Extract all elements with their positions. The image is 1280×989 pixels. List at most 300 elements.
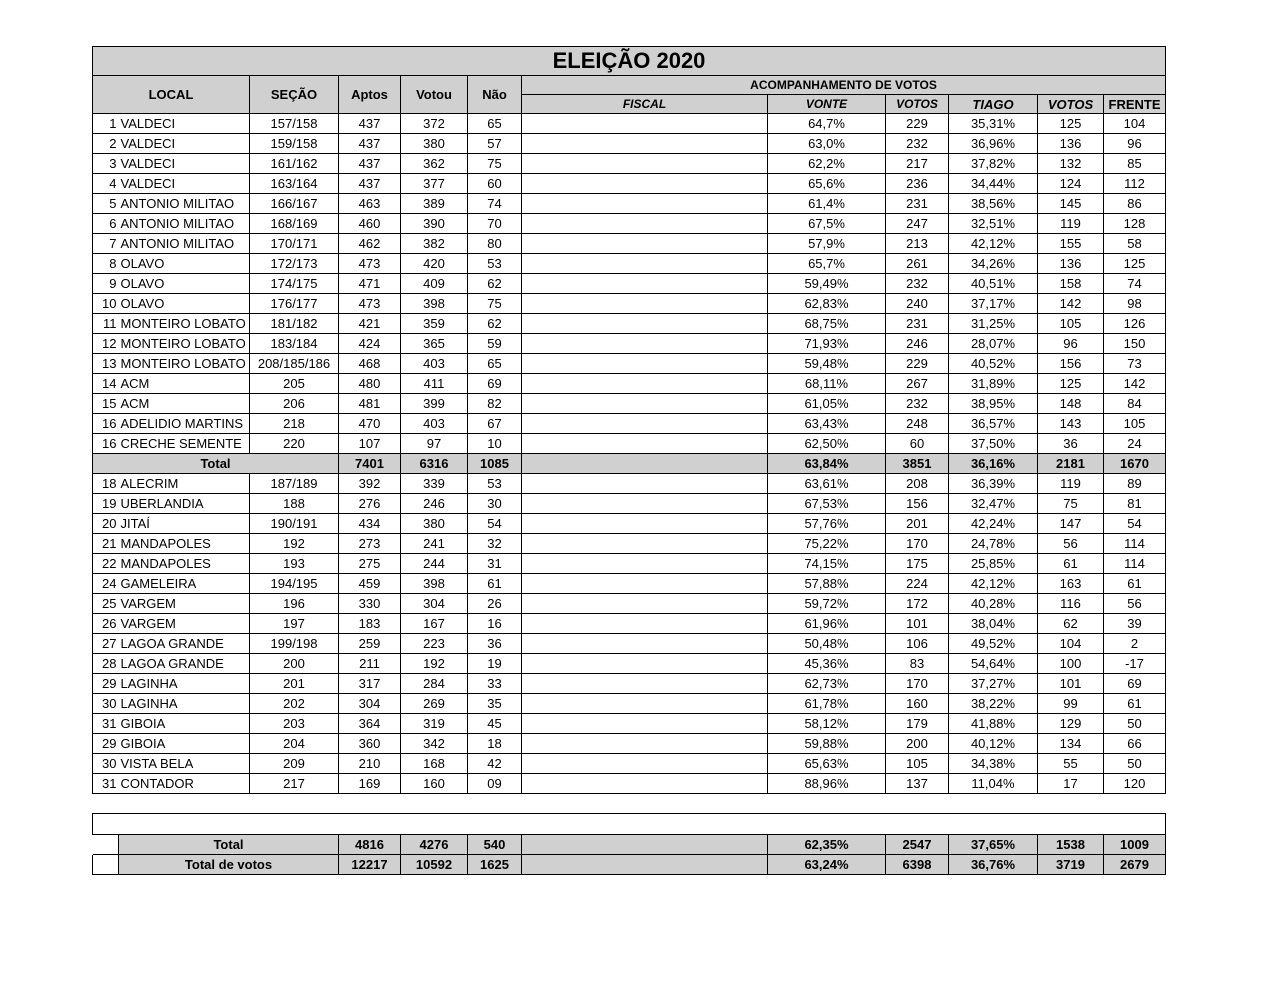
row-nao: 16 [468,614,522,634]
row-votos-tiago: 99 [1038,694,1104,714]
row-votos-vonte: 229 [886,354,949,374]
total-votos-frente: 2679 [1104,855,1166,875]
row-vonte: 62,73% [768,674,886,694]
row-votos-tiago: 55 [1038,754,1104,774]
row-aptos: 437 [339,154,401,174]
header-frente: FRENTE [1104,95,1166,114]
header-tiago: TIAGO [949,95,1038,114]
row-nao: 59 [468,334,522,354]
row-local: JITAÍ [119,514,250,534]
header-votou: Votou [401,76,468,114]
row-nao: 62 [468,314,522,334]
row-tiago: 34,44% [949,174,1038,194]
table-row [93,294,1166,314]
row-fiscal [522,194,768,214]
row-nao: 53 [468,474,522,494]
row-frente: 128 [1104,214,1166,234]
row-fiscal [522,654,768,674]
row-nao: 61 [468,574,522,594]
table-row [93,234,1166,254]
row-nao: 31 [468,554,522,574]
row-votos-tiago: 158 [1038,274,1104,294]
row-fiscal [522,354,768,374]
row-votou: 372 [401,114,468,134]
row-votos-tiago: 62 [1038,614,1104,634]
row-local: OLAVO [119,294,250,314]
row-tiago: 42,12% [949,234,1038,254]
row-votos-tiago: 116 [1038,594,1104,614]
row-votou: 342 [401,734,468,754]
row-votos-tiago: 105 [1038,314,1104,334]
row-votos-vonte: 179 [886,714,949,734]
row-fiscal [522,154,768,174]
row-tiago: 24,78% [949,534,1038,554]
table-row [93,654,1166,674]
subtotal-frente: 1670 [1104,454,1166,474]
row-votou: 241 [401,534,468,554]
total-votos-votos-tiago: 3719 [1038,855,1104,875]
table-row [93,554,1166,574]
row-aptos: 421 [339,314,401,334]
row-nao: 33 [468,674,522,694]
row-aptos: 275 [339,554,401,574]
row-aptos: 437 [339,114,401,134]
row-aptos: 460 [339,214,401,234]
row-tiago: 28,07% [949,334,1038,354]
row-frente: 105 [1104,414,1166,434]
row-number: 6 [93,214,119,234]
row-votos-vonte: 231 [886,314,949,334]
row-aptos: 473 [339,254,401,274]
row-votos-tiago: 163 [1038,574,1104,594]
row-aptos: 437 [339,134,401,154]
subtotal-label: Total [93,454,339,474]
row-tiago: 54,64% [949,654,1038,674]
row-frente: 86 [1104,194,1166,214]
row-local: GAMELEIRA [119,574,250,594]
row-nao: 45 [468,714,522,734]
row-aptos: 468 [339,354,401,374]
row-frente: 142 [1104,374,1166,394]
row-fiscal [522,594,768,614]
header-votos-tiago: VOTOS [1038,95,1104,114]
row-nao: 57 [468,134,522,154]
row-votos-vonte: 170 [886,534,949,554]
table-row [93,394,1166,414]
row-votos-vonte: 248 [886,414,949,434]
row-local: VARGEM [119,594,250,614]
row-fiscal [522,374,768,394]
row-secao: 203 [250,714,339,734]
row-votos-vonte: 213 [886,234,949,254]
row-frente: 50 [1104,714,1166,734]
table-row [93,274,1166,294]
row-votos-vonte: 60 [886,434,949,454]
row-aptos: 462 [339,234,401,254]
table-row [93,154,1166,174]
row-votos-vonte: 224 [886,574,949,594]
row-vonte: 64,7% [768,114,886,134]
row-votos-tiago: 125 [1038,374,1104,394]
row-nao: 30 [468,494,522,514]
subtotal-nao: 1085 [468,454,522,474]
row-votou: 382 [401,234,468,254]
row-tiago: 31,89% [949,374,1038,394]
row-votou: 403 [401,354,468,374]
row-aptos: 471 [339,274,401,294]
row-aptos: 273 [339,534,401,554]
row-vonte: 67,53% [768,494,886,514]
header-fiscal: FISCAL [522,95,768,114]
row-frente: 98 [1104,294,1166,314]
row-frente: 50 [1104,754,1166,774]
row-nao: 75 [468,154,522,174]
row-secao: 197 [250,614,339,634]
row-tiago: 38,22% [949,694,1038,714]
row-secao: 208/185/186 [250,354,339,374]
header-nao: Não [468,76,522,114]
row-frente: 85 [1104,154,1166,174]
row-tiago: 32,51% [949,214,1038,234]
row-votos-vonte: 160 [886,694,949,714]
row-tiago: 40,28% [949,594,1038,614]
row-number: 12 [93,334,119,354]
row-local: VISTA BELA [119,754,250,774]
total2-votos-tiago: 1538 [1038,835,1104,855]
row-number: 11 [93,314,119,334]
row-fiscal [522,634,768,654]
row-fiscal [522,314,768,334]
row-frente: 24 [1104,434,1166,454]
row-fiscal [522,534,768,554]
row-tiago: 35,31% [949,114,1038,134]
row-secao: 181/182 [250,314,339,334]
row-number: 9 [93,274,119,294]
row-secao: 206 [250,394,339,414]
row-nao: 35 [468,694,522,714]
blank-row [93,814,1166,835]
row-fiscal [522,254,768,274]
row-number: 29 [93,674,119,694]
table-row [93,254,1166,274]
row-secao: 188 [250,494,339,514]
row-frente: 2 [1104,634,1166,654]
row-votos-vonte: 156 [886,494,949,514]
row-frente: 74 [1104,274,1166,294]
row-local: ADELIDIO MARTINS [119,414,250,434]
row-tiago: 49,52% [949,634,1038,654]
row-votos-tiago: 101 [1038,674,1104,694]
row-votou: 411 [401,374,468,394]
row-number: 3 [93,154,119,174]
row-tiago: 31,25% [949,314,1038,334]
row-aptos: 304 [339,694,401,714]
table-row [93,314,1166,334]
row-frente: 114 [1104,554,1166,574]
row-vonte: 61,05% [768,394,886,414]
row-votou: 390 [401,214,468,234]
row-votos-tiago: 136 [1038,134,1104,154]
header-vonte: VONTE [768,95,886,114]
row-votos-tiago: 145 [1038,194,1104,214]
row-aptos: 330 [339,594,401,614]
row-secao: 199/198 [250,634,339,654]
row-vonte: 62,83% [768,294,886,314]
row-frente: 54 [1104,514,1166,534]
row-local: LAGINHA [119,674,250,694]
row-local: ANTONIO MILITAO [119,214,250,234]
row-aptos: 259 [339,634,401,654]
row-votos-tiago: 142 [1038,294,1104,314]
row-aptos: 470 [339,414,401,434]
row-votou: 380 [401,514,468,534]
row-votos-tiago: 61 [1038,554,1104,574]
row-aptos: 360 [339,734,401,754]
row-number: 30 [93,694,119,714]
row-vonte: 65,6% [768,174,886,194]
row-vonte: 74,15% [768,554,886,574]
total2-row [93,835,1166,855]
row-secao: 174/175 [250,274,339,294]
row-vonte: 63,0% [768,134,886,154]
subtotal-row [93,454,1166,474]
row-votos-vonte: 201 [886,514,949,534]
table-row [93,734,1166,754]
row-nao: 82 [468,394,522,414]
table-row [93,334,1166,354]
row-number: 28 [93,654,119,674]
row-aptos: 424 [339,334,401,354]
row-tiago: 37,50% [949,434,1038,454]
election-table [92,46,1166,794]
row-number: 22 [93,554,119,574]
table-row [93,534,1166,554]
row-tiago: 42,12% [949,574,1038,594]
row-tiago: 37,27% [949,674,1038,694]
row-tiago: 42,24% [949,514,1038,534]
row-votos-tiago: 132 [1038,154,1104,174]
row-local: MONTEIRO LOBATO [119,334,250,354]
row-votos-tiago: 155 [1038,234,1104,254]
row-local: CRECHE SEMENTE [119,434,250,454]
row-vonte: 59,88% [768,734,886,754]
row-frente: 73 [1104,354,1166,374]
row-tiago: 36,39% [949,474,1038,494]
total2-spacer [93,835,119,855]
row-aptos: 434 [339,514,401,534]
row-frente: 69 [1104,674,1166,694]
total-votos-votou: 10592 [401,855,468,875]
row-vonte: 57,76% [768,514,886,534]
row-vonte: 61,78% [768,694,886,714]
subtotal-votos-tiago: 2181 [1038,454,1104,474]
row-secao: 161/162 [250,154,339,174]
row-votou: 420 [401,254,468,274]
row-votos-tiago: 147 [1038,514,1104,534]
row-frente: 120 [1104,774,1166,794]
row-nao: 74 [468,194,522,214]
row-frente: 56 [1104,594,1166,614]
row-votos-vonte: 105 [886,754,949,774]
row-local: MANDAPOLES [119,554,250,574]
table-row [93,194,1166,214]
header-aptos: Aptos [339,76,401,114]
row-fiscal [522,274,768,294]
row-local: VALDECI [119,154,250,174]
row-aptos: 459 [339,574,401,594]
row-votou: 398 [401,294,468,314]
row-tiago: 40,12% [949,734,1038,754]
row-frente: 96 [1104,134,1166,154]
row-number: 13 [93,354,119,374]
row-aptos: 392 [339,474,401,494]
row-frente: 84 [1104,394,1166,414]
row-aptos: 481 [339,394,401,414]
row-votou: 244 [401,554,468,574]
blank-row-table [92,813,1166,835]
row-local: VALDECI [119,174,250,194]
row-votos-vonte: 236 [886,174,949,194]
row-vonte: 75,22% [768,534,886,554]
table-row [93,714,1166,734]
row-local: MANDAPOLES [119,534,250,554]
row-number: 10 [93,294,119,314]
row-vonte: 88,96% [768,774,886,794]
total2-nao: 540 [468,835,522,855]
row-votos-vonte: 172 [886,594,949,614]
row-votou: 223 [401,634,468,654]
row-fiscal [522,714,768,734]
row-number: 27 [93,634,119,654]
row-vonte: 63,61% [768,474,886,494]
row-secao: 194/195 [250,574,339,594]
row-fiscal [522,614,768,634]
row-vonte: 65,7% [768,254,886,274]
row-fiscal [522,394,768,414]
page-title: ELEIÇÃO 2020 [93,47,1166,76]
row-votou: 284 [401,674,468,694]
row-secao: 202 [250,694,339,714]
row-nao: 65 [468,354,522,374]
row-votos-vonte: 175 [886,554,949,574]
row-tiago: 37,17% [949,294,1038,314]
total2-tiago: 37,65% [949,835,1038,855]
row-tiago: 41,88% [949,714,1038,734]
table-row [93,354,1166,374]
row-number: 7 [93,234,119,254]
row-votos-tiago: 129 [1038,714,1104,734]
row-secao: 217 [250,774,339,794]
row-secao: 200 [250,654,339,674]
row-number: 20 [93,514,119,534]
row-tiago: 40,52% [949,354,1038,374]
subtotal-votou: 6316 [401,454,468,474]
row-votos-tiago: 17 [1038,774,1104,794]
row-votos-vonte: 232 [886,274,949,294]
row-local: GIBOIA [119,734,250,754]
row-frente: 150 [1104,334,1166,354]
row-votos-vonte: 246 [886,334,949,354]
row-tiago: 25,85% [949,554,1038,574]
row-votos-tiago: 119 [1038,474,1104,494]
table-row [93,574,1166,594]
row-local: ANTONIO MILITAO [119,234,250,254]
row-votos-vonte: 247 [886,214,949,234]
total2-frente: 1009 [1104,835,1166,855]
row-nao: 65 [468,114,522,134]
row-secao: 170/171 [250,234,339,254]
table-row [93,494,1166,514]
row-local: OLAVO [119,254,250,274]
row-fiscal [522,234,768,254]
row-frente: 61 [1104,574,1166,594]
row-votou: 304 [401,594,468,614]
row-nao: 75 [468,294,522,314]
row-fiscal [522,414,768,434]
row-number: 5 [93,194,119,214]
row-votou: 246 [401,494,468,514]
row-tiago: 37,82% [949,154,1038,174]
total-votos-nao: 1625 [468,855,522,875]
row-number: 29 [93,734,119,754]
header-votos-vonte: VOTOS [886,95,949,114]
row-votou: 319 [401,714,468,734]
row-votos-tiago: 75 [1038,494,1104,514]
row-tiago: 11,04% [949,774,1038,794]
row-frente: 81 [1104,494,1166,514]
row-votos-vonte: 83 [886,654,949,674]
row-votou: 389 [401,194,468,214]
row-nao: 09 [468,774,522,794]
row-secao: 157/158 [250,114,339,134]
row-fiscal [522,674,768,694]
total2-votou: 4276 [401,835,468,855]
row-nao: 32 [468,534,522,554]
row-vonte: 45,36% [768,654,886,674]
table-row [93,774,1166,794]
row-fiscal [522,574,768,594]
row-fiscal [522,494,768,514]
row-nao: 54 [468,514,522,534]
row-secao: 218 [250,414,339,434]
row-local: UBERLANDIA [119,494,250,514]
row-secao: 193 [250,554,339,574]
row-votos-vonte: 261 [886,254,949,274]
row-votos-vonte: 137 [886,774,949,794]
subtotal-votos-vonte: 3851 [886,454,949,474]
row-votos-vonte: 229 [886,114,949,134]
row-secao: 168/169 [250,214,339,234]
row-votos-vonte: 208 [886,474,949,494]
row-votos-tiago: 100 [1038,654,1104,674]
row-local: VALDECI [119,134,250,154]
row-local: ANTONIO MILITAO [119,194,250,214]
row-nao: 62 [468,274,522,294]
row-secao: 176/177 [250,294,339,314]
table-row [93,614,1166,634]
row-secao: 209 [250,754,339,774]
row-votou: 362 [401,154,468,174]
row-local: MONTEIRO LOBATO [119,354,250,374]
row-votou: 160 [401,774,468,794]
row-nao: 19 [468,654,522,674]
row-aptos: 463 [339,194,401,214]
row-fiscal [522,174,768,194]
row-frente: 126 [1104,314,1166,334]
row-vonte: 59,49% [768,274,886,294]
table-row [93,674,1166,694]
total-votos-fiscal [522,855,768,875]
